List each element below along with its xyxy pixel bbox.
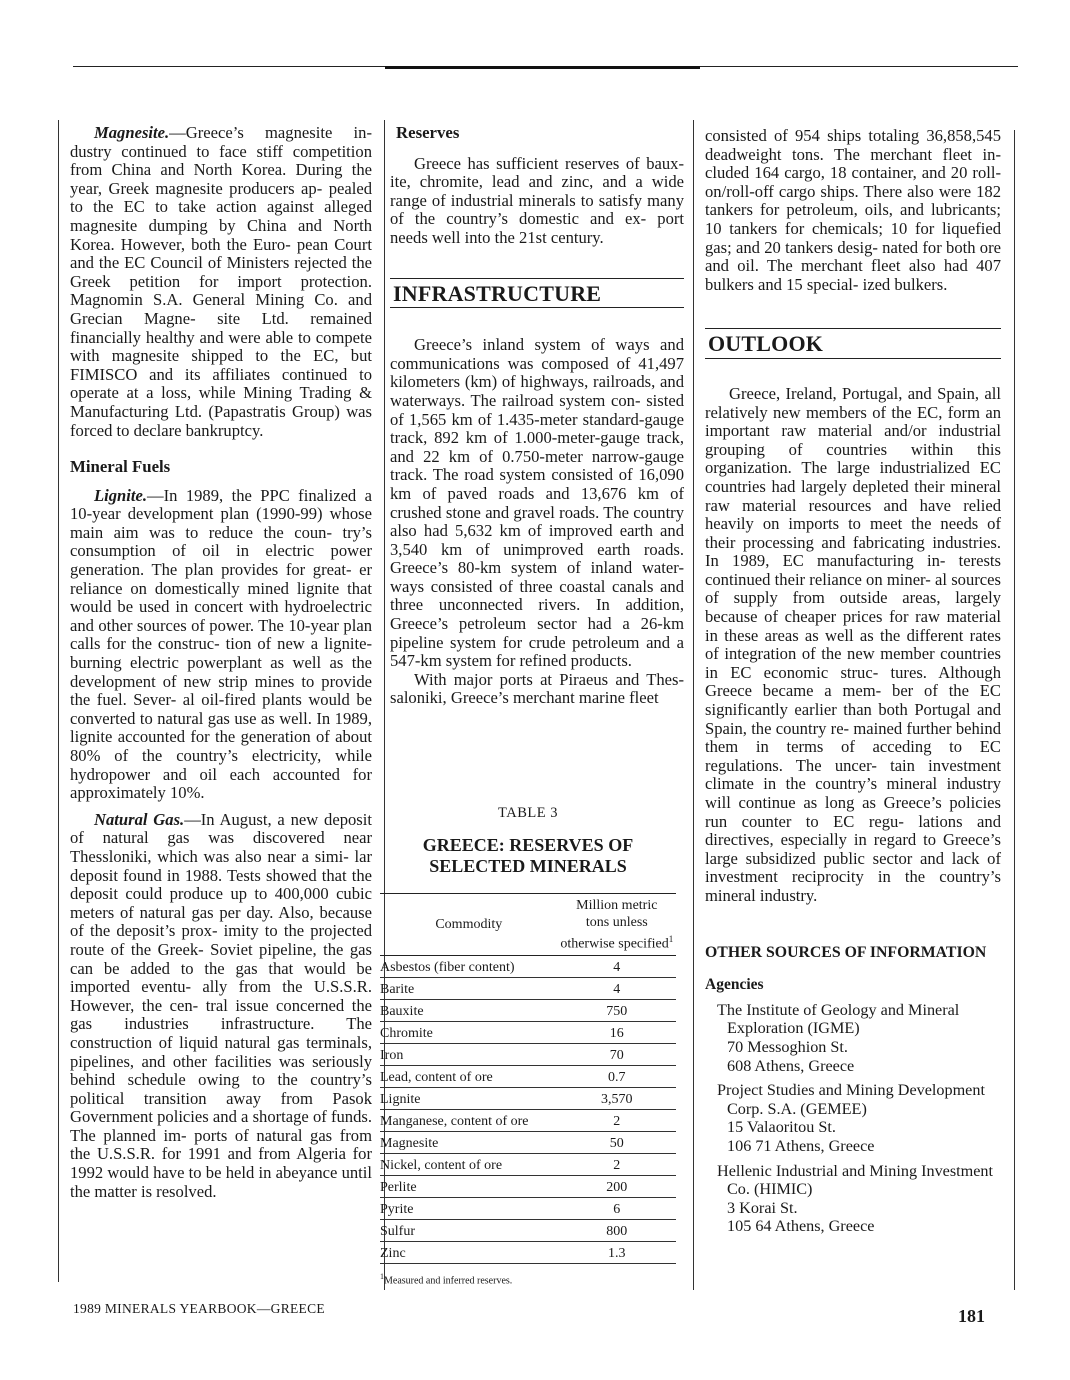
reserve-value-cell: 0.7	[558, 1066, 676, 1088]
table-row	[380, 1154, 676, 1176]
commodity-cell: Perlite	[380, 1176, 558, 1198]
table-title-line-1: GREECE: RESERVES OF	[422, 834, 634, 855]
magnesite-run-in-head: Magnesite.	[94, 123, 170, 142]
agency-address-line: 3 Korai St.	[727, 1198, 798, 1217]
header-units-footnote-marker: 1	[668, 933, 674, 944]
table-row	[380, 1044, 676, 1066]
agency-address-line: Corp. S.A. (GEMEE)	[727, 1099, 867, 1118]
column-divider-2	[693, 120, 694, 1290]
reserve-value-cell: 2	[558, 1154, 676, 1176]
agency-address-line: 15 Valaoritou St.	[727, 1118, 836, 1137]
agency-address-line: Co. (HIMIC)	[727, 1180, 813, 1199]
running-footer: 1989 MINERALS YEARBOOK—GREECE	[73, 1301, 325, 1316]
reserve-value-cell: 3,570	[558, 1088, 676, 1110]
agency-address-line: 70 Messoghion St.	[727, 1037, 848, 1056]
agency-address-line: 608 Athens, Greece	[727, 1056, 855, 1075]
column-2	[380, 123, 684, 1287]
commodity-cell: Sulfur	[380, 1220, 558, 1242]
footnote-marker: 1	[380, 1272, 384, 1282]
commodity-cell: Zinc	[380, 1242, 558, 1264]
table-row	[380, 1242, 676, 1264]
reserve-value-cell: 1.3	[558, 1242, 676, 1264]
commodity-cell: Bauxite	[380, 1000, 558, 1022]
reserves-paragraph: Greece has sufficient reserves of baux- ite, chromite, lead and zinc, and a wide range of industrial minerals to satisfy many of the country’s domestic and ex- port needs well into the 21st century.	[390, 153, 684, 247]
header-commodity: Commodity	[435, 916, 503, 932]
header-units-line-3	[558, 931, 676, 953]
reserve-value-cell: 16	[558, 1022, 676, 1044]
merchant-fleet-paragraph: consisted of 954 ships totaling 36,858,545 deadweight tons. The merchant fleet in- cluded 164 cargo, 18 container, and 20 roll-on/roll-off cargo ships. There also were 182 tankers for petroleum, oils, and lubricants; 10 tankers for chemicals; 10 for liquefied gas; and 20 tankers desig- nated for both ore and oil. The merchant fleet also had 407 bulkers and 15 special- ized bulkers.	[705, 126, 1001, 294]
reserve-value-cell: 50	[558, 1132, 676, 1154]
reserve-value-cell: 750	[558, 1000, 676, 1022]
left-margin-rule	[58, 120, 59, 1282]
table-row	[380, 1198, 676, 1220]
commodity-cell: Chromite	[380, 1022, 558, 1044]
magnesite-text: —Greece’s magnesite in- dustry continued to face stiff competition from China and North Korea. During the year, Greek magnesite producers ap- pealed to the EC to take action against alleged magnesite dumping by China and North Korea. However, both the Euro- pean Court and the EC Council of Ministers rejected the Greek petition for import protection. Magnomin S.A. General Mining Co. and Grecian Magne- site Ltd. remained financially healthy and were able to compete with magnesite shipped to the EC, but FIMISCO and its affiliates continued to operate at a loss, while Mining Trading & Manufacturing Ltd. (Papastratis Group) was forced to declare bankruptcy.	[70, 123, 372, 440]
commodity-cell: Nickel, content of ore	[380, 1154, 558, 1176]
reserve-value-cell: 800	[558, 1220, 676, 1242]
agency-list	[705, 1001, 1001, 1236]
natural-gas-text: —In August, a new deposit of natural gas was discovered near Thessloniki, which was also near a simi- lar deposit found in 1988. Tests showed that the deposit could produce up to 400,000 cubic meters of natural gas per day. Also, because of the deposit’s prox- imity to the projected route of the Greek- Soviet pipeline, the gas can be added to the gas that would be imported eventu- ally from the U.S.S.R. However, the cen- tral issue concerned the gas industries infrastructure. The construction of liquid natural gas terminals, pipelines, and other facilities was seriously behind schedule owing to the country’s political transition away from Pasok Government policies and a shortage of funds. The planned im- ports of natural gas from the U.S.S.R. for 1991 and from Algeria for 1992 would have to be held in abeyance until the matter is resolved.	[70, 809, 372, 1201]
commodity-cell: Lead, content of ore	[380, 1066, 558, 1088]
table-title-line-2: SELECTED MINERALS	[429, 855, 627, 876]
natural-gas-run-in-head: Natural Gas.	[94, 809, 185, 829]
infrastructure-paragraph-2: With major ports at Piraeus and Thes- saloniki, Greece’s merchant marine fleet	[390, 669, 684, 708]
commodity-cell: Barite	[380, 978, 558, 1000]
commodity-cell: Lignite	[380, 1088, 558, 1110]
table-row	[380, 956, 676, 978]
lignite-run-in-head: Lignite.	[94, 485, 148, 505]
table-row	[380, 1066, 676, 1088]
top-rule-accent	[385, 66, 700, 69]
reserve-value-cell: 4	[558, 956, 676, 978]
magnesite-paragraph	[70, 124, 372, 440]
table-row	[380, 1022, 676, 1044]
header-units-line-3-text: otherwise specified	[560, 936, 669, 952]
commodity-cell: Iron	[380, 1044, 558, 1066]
mineral-fuels-heading: Mineral Fuels	[70, 457, 171, 477]
table-row	[380, 1000, 676, 1022]
agency-name: The Institute of Geology and Mineral	[717, 1000, 960, 1019]
reserve-value-cell: 200	[558, 1176, 676, 1198]
column-3	[705, 127, 1001, 1236]
lignite-paragraph	[70, 487, 372, 803]
table-footnote	[380, 1268, 676, 1291]
agency-entry	[705, 1001, 1001, 1075]
agencies-heading: Agencies	[705, 976, 764, 994]
table-row	[380, 1220, 676, 1242]
agency-name: Project Studies and Mining Development	[717, 1081, 985, 1100]
reserve-value-cell: 2	[558, 1110, 676, 1132]
agency-address-line: 106 71 Athens, Greece	[727, 1136, 875, 1155]
table-row	[380, 1110, 676, 1132]
footnote-text: Measured and inferred reserves.	[384, 1275, 513, 1287]
commodity-cell: Asbestos (fiber content)	[380, 956, 558, 978]
table-row	[380, 1088, 676, 1110]
agency-entry	[705, 1162, 1001, 1236]
agency-address-line: 105 64 Athens, Greece	[727, 1217, 875, 1236]
reserve-value-cell: 70	[558, 1044, 676, 1066]
reserves-heading: Reserves	[396, 123, 460, 142]
table-row	[380, 1176, 676, 1198]
other-sources-heading: OTHER SOURCES OF INFORMATION	[705, 943, 987, 961]
infrastructure-heading: INFRASTRUCTURE	[390, 278, 684, 309]
page-number: 181	[958, 1306, 985, 1326]
table-3	[380, 804, 676, 1291]
outlook-paragraph: Greece, Ireland, Portugal, and Spain, all relatively new members of the EC, form an important raw material and/or industrial grouping of countries within this organization. The large industrialized EC countries had largely depleted their mineral raw material resources and have relied heavily on imports to meet the needs of their processing and fabricating industries. In 1989, EC manufacturing in- terests continued their reliance on miner- al sources of supply from outside areas, largely because of cheaper prices for raw material in these areas as well as the different rates of integration of the new member countries in EC economic struc- tures. Although Greece became a mem- ber of the EC significantly earlier than both Portugal and Spain, the country re- mained further behind them in terms of acceding to EC regulations. The uncer- tain investment climate in the country’s mineral industry will continue as long as Greece’s policies run counter to EC regu- lations and directives, especially in regard to Greece’s large subsidized public sector and lack of investment reciprocity in the country’s mineral industry.	[705, 383, 1001, 905]
agency-entry	[705, 1081, 1001, 1155]
reserve-value-cell: 6	[558, 1198, 676, 1220]
agency-name: Hellenic Industrial and Mining Investment	[717, 1161, 994, 1180]
table-title	[380, 835, 676, 877]
right-margin-rule	[1014, 130, 1015, 1290]
commodity-cell: Manganese, content of ore	[380, 1110, 558, 1132]
outlook-heading: OUTLOOK	[705, 328, 1001, 359]
table-row	[380, 978, 676, 1000]
commodity-cell: Magnesite	[380, 1132, 558, 1154]
natural-gas-paragraph	[70, 811, 372, 1201]
table-header-row	[380, 893, 676, 956]
header-units-line-1: Million metric	[576, 897, 658, 913]
header-units-line-2: tons unless	[585, 914, 648, 930]
reserves-table	[380, 893, 676, 1265]
column-1	[70, 124, 372, 1201]
agency-address-line: Exploration (IGME)	[727, 1019, 860, 1038]
table-label: TABLE 3	[498, 805, 558, 821]
header-units	[558, 893, 676, 956]
infrastructure-paragraph-1: Greece’s inland system of ways and communications was composed of 41,497 kilometers (km) of highways, railroads, and waterways. The railroad system con- sisted of 1,565 km of 1.435-meter standard-gauge track, 892 km of 1.000-meter-gauge track, and 22 km of 0.750-meter narrow-gauge track. The road system consisted of 16,090 km of paved roads and 13,676 km of crushed stone and gravel roads. The country also had 5,632 km of improved earth and 3,540 km of unimproved earth roads. Greece’s 80-km system of inland water- ways consisted of three coastal canals and three unconnected rivers. In addition, Greece’s petroleum sector had a 26-km pipeline system for crude petroleum and a 547-km system for refined products.	[390, 335, 684, 671]
lignite-text: —In 1989, the PPC finalized a 10-year development plan (1990-99) whose main aim was to reduce the coun- try’s consumption of oil in electric power generation. The plan provides for great- er reliance on domestically mined lignite that would be used in concert with hydroelectric and other sources of power. The 10-year plan calls for the construc- tion of new a lignite-burning electric powerplant as well as the development of new strip mines to provide the fuel. Sever- al oil-fired plants would be converted to natural gas use as well. In 1989, lignite accounted for the generation of about 80% of the country’s electricity, while hydropower and oil each accounted for approximately 10%.	[70, 485, 372, 803]
reserve-value-cell: 4	[558, 978, 676, 1000]
table-row	[380, 1132, 676, 1154]
reserves-table-body	[380, 956, 676, 1264]
commodity-cell: Pyrite	[380, 1198, 558, 1220]
